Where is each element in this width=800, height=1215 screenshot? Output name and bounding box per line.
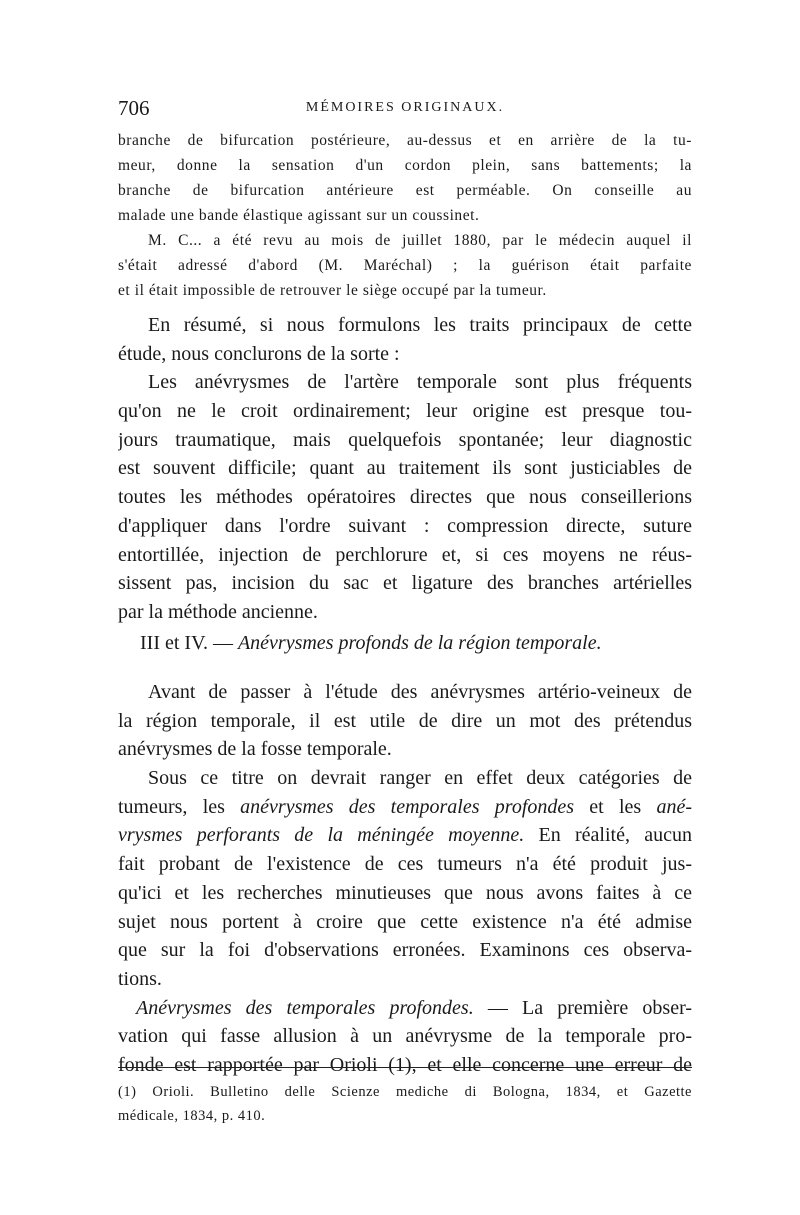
text-line: la région temporale, il est utile de dire un mot des prétendus <box>118 709 692 732</box>
summary-paragraph <box>118 311 692 627</box>
text-line: En résumé, si nous formulons les traits principaux de cette <box>148 314 692 336</box>
text-line: anévrysmes de la fosse temporale. <box>118 738 392 761</box>
text-line: sissent pas, incision du sac et ligature des branches artérielles <box>118 572 692 595</box>
text-line: que sur la foi d'observations erronées. Examinons ces observa- <box>118 939 692 962</box>
text-line: et il était impossible de retrouver le siège occupé par la tumeur. <box>118 282 547 299</box>
footnote <box>118 1080 692 1128</box>
text-line: entortillée, injection de perchlorure et, si ces moyens ne réus- <box>118 543 692 566</box>
text-line: malade une bande élastique agissant sur un coussinet. <box>118 207 480 224</box>
text-line: M. C... a été revu au mois de juillet 1880, par le médecin auquel il <box>148 232 692 249</box>
text-line: est souvent difficile; quant au traitement ils sont justiciables de <box>118 457 692 480</box>
text-line: vation qui fasse allusion à un anévrysme de la temporale pro- <box>118 1025 692 1048</box>
text-line: sujet nous portent à croire que cette existence n'a été admise <box>118 910 692 933</box>
text-line: fait probant de l'existence de ces tumeurs n'a été produit jus- <box>118 853 692 876</box>
text-line: qu'ici et les recherches minutieuses que nous avons faites à ce <box>118 881 692 904</box>
page-header <box>118 96 692 126</box>
text-line: meur, donne la sensation d'un cordon plein, sans battements; la <box>118 157 692 174</box>
footnote-divider <box>118 1067 692 1068</box>
text-line: branche de bifurcation antérieure est perméable. On conseille au <box>118 182 692 199</box>
text-line: Sous ce titre on devrait ranger en effet deux catégories de <box>148 767 692 790</box>
section-number: III et IV. — <box>140 632 233 654</box>
text-line: jours traumatique, mais quelquefois spontanée; leur diagnostic <box>118 428 692 451</box>
footnote-line: médicale, 1834, p. 410. <box>118 1108 266 1124</box>
text-line: vrysmes perforants de la méningée moyenne. En réalité, aucun <box>118 824 692 847</box>
section-heading <box>140 632 602 655</box>
text-line: Avant de passer à l'étude des anévrysmes artério-veineux de <box>148 681 692 703</box>
running-title: MÉMOIRES ORIGINAUX. <box>305 100 505 115</box>
text-line: qu'on ne le croit ordinairement; leur origine est presque tou- <box>118 400 692 423</box>
text-line: branche de bifurcation postérieure, au-dessus et en arrière de la tu- <box>118 132 692 149</box>
text-line: d'appliquer dans l'ordre suivant : compression directe, suture <box>118 514 692 537</box>
footnote-line: (1) Orioli. Bulletino delle Scienze mediche di Bologna, 1834, et Gazette <box>118 1084 692 1100</box>
text-line: Les anévrysmes de l'artère temporale sont plus fréquents <box>148 371 692 394</box>
text-line: fonde est rapportée par Orioli (1), et elle concerne une erreur de <box>118 1053 692 1076</box>
text-line: étude, nous conclurons de la sorte : <box>118 342 400 365</box>
body-paragraph <box>118 678 692 1080</box>
text-line: tions. <box>118 967 162 990</box>
text-line: s'était adressé d'abord (M. Maréchal) ; la guérison était parfaite <box>118 257 692 274</box>
text-line: toutes les méthodes opératoires directes que nous conseillerions <box>118 486 692 509</box>
text-line: par la méthode ancienne. <box>118 600 318 623</box>
case-paragraph <box>118 128 692 303</box>
text-line: tumeurs, les anévrysmes des temporales profondes et les ané- <box>118 795 692 818</box>
text-line: Anévrysmes des temporales profondes. — La première obser- <box>136 996 692 1019</box>
section-title: Anévrysmes profonds de la région temporale. <box>237 632 602 654</box>
page-number: 706 <box>118 96 150 120</box>
